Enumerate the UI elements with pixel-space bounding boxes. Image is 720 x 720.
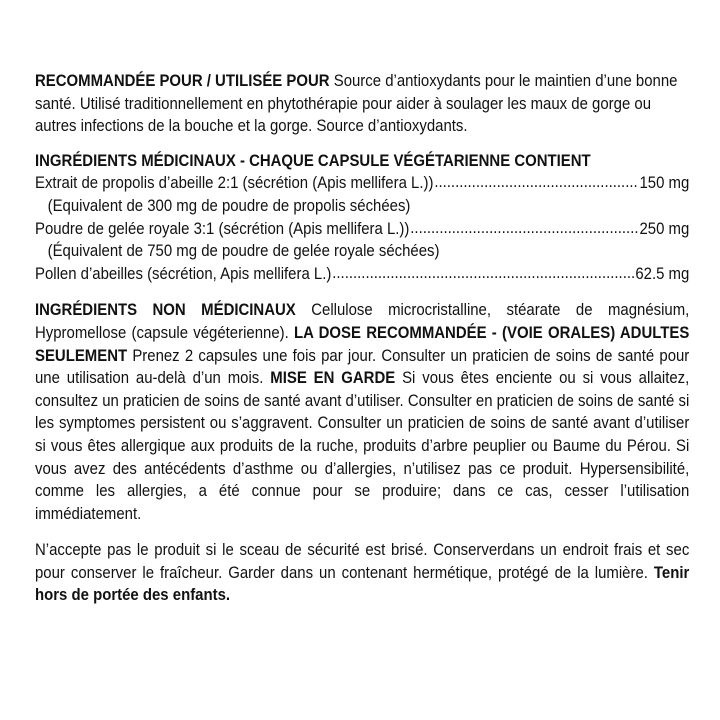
dose-heading: LA DOSE RECOMMANDÉE - (VOIE ORALES) ADULTES SEULEMENT <box>35 322 690 365</box>
ingredient-note: (Équivalent de 750 mg de poudre de gelée royale séchées) <box>47 241 440 261</box>
ingredient-name: Poudre de gelée royale 3:1 (sécrétion (Apis mellifera L.)) <box>35 218 410 238</box>
ingredient-note: (Equivalent de 300 mg de poudre de propolis séchées) <box>47 195 411 215</box>
ingredient-name: Extrait de propolis d’abeille 2:1 (sécrétion (Apis mellifera L.)) <box>35 173 434 193</box>
ingredient-name: Pollen d’abeilles (sécrétion, Apis mellifera L.) <box>35 263 332 283</box>
dose-text: Prenez 2 capsules une fois par jour. Consulter un praticien de soins de santé pour une utilisation au-delà d’un mois. <box>35 345 690 388</box>
dot-leader <box>434 171 638 194</box>
recommended-section <box>35 70 689 138</box>
ingredient-amount: 250 mg <box>639 218 690 238</box>
medicinal-heading: INGRÉDIENTS MÉDICINAUX - CHAQUE CAPSULE VÉGÉTARIENNE CONTIENT <box>35 150 591 170</box>
keep-away-text: Tenir hors de portée des enfants. <box>35 562 690 605</box>
label-text <box>35 70 689 607</box>
warning-text: Si vous êtes enciente ou si vous allaitez, consultez un praticien de soins de santé avant d’utiliser. Consulter en praticien de soins de santé si les symptomes persistent ou s’aggravent. Consulter un praticien de soins de santé avant d’utiliser si vous êtes allergique aux produits de la ruche, produits d’arbre peuplier ou Baume du Pérou. Si vous avez des antécédents d’asthme ou d’allergies, n’utilisez pas ce produit. Hypersensibilité, comme les allergies, a été connue pour se produire; dans ce cas, cesser l’utilisation immédiatement. <box>35 368 690 523</box>
recommended-heading: RECOMMANDÉE POUR / UTILISÉE POUR <box>35 71 330 90</box>
nonmedicinal-heading: INGRÉDIENTS NON MÉDICINAUX <box>35 300 296 320</box>
nonmedicinal-section <box>35 299 689 525</box>
warning-heading: MISE EN GARDE <box>270 368 396 388</box>
dot-leader <box>410 217 638 240</box>
medicinal-section <box>35 150 689 286</box>
storage-section <box>35 539 689 607</box>
storage-text: N’accepte pas le produit si le sceau de sécurité est brisé. Conserverdans un endroit frais et sec pour conserver le fraîcheur. Garder dans un contenant hermétique, protégé de la lumière. <box>35 540 690 582</box>
dot-leader <box>332 262 634 285</box>
ingredient-amount: 150 mg <box>639 173 690 193</box>
nonmedicinal-text: Cellulose microcristalline, stéarate de magnésium, Hypromellose (capsule végéterienne). <box>35 300 690 342</box>
ingredient-row <box>35 172 689 195</box>
ingredient-row <box>35 263 689 286</box>
ingredient-row <box>35 218 689 241</box>
ingredient-amount: 62.5 mg <box>635 263 690 283</box>
recommended-text: Source d’antioxydants pour le maintien d’une bonne santé. Utilisé traditionnellement en phytothérapie pour aider à soulager les maux de gorge ou autres infections de la bouche et la gorge. Source d’antioxydants. <box>35 71 678 136</box>
